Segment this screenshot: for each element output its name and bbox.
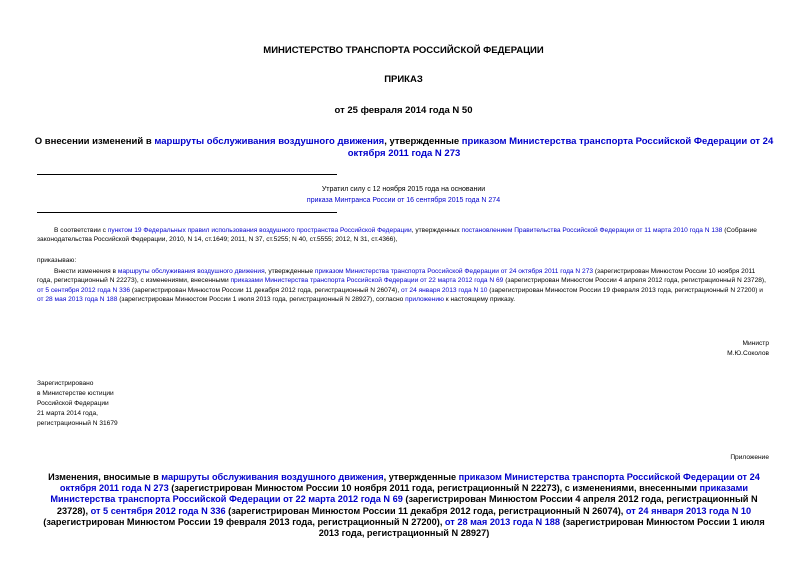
appendix-text-7: (зарегистрирован Минюстом России 1 июля 2013 года, регистрационный N 28927) [318,516,765,539]
appendix-text-4: (зарегистрирован Минюстом России 4 апреля 2012 года, регистрационный N 23728), [56,494,758,516]
appendix-text-3: (зарегистрирован Минюстом России 10 ноября 2011 года, регистрационный N 22273), с изменениями, внесенными [168,483,700,494]
body-link-routes[interactable]: маршруты обслуживания воздушного движения [117,268,265,275]
appendix-text-1: Изменения, вносимые в [48,472,162,482]
title-link-order-273[interactable]: приказом Министерства транспорта Российской Федерации от 24 октября 2011 года N 273 [347,136,774,159]
body-text-8: к настоящему приказу. [443,296,516,304]
appendix-link-order-69[interactable]: приказами Министерства транспорта Российской Федерации от 22 марта 2012 года N 69 [50,483,749,505]
status-note-link[interactable]: приказа Минтранса России от 16 сентября 2015 года N 274 [306,197,501,204]
body-text-3: (зарегистрирован Минюстом России 10 ноября 2011 года, регистрационный N 22273), с изменениями, внесенными [37,268,756,285]
date-number-heading: от 25 февраля 2014 года N 50 [334,105,473,116]
signature-position: Министр [742,340,769,347]
body-text-7: (зарегистрирован Минюстом России 1 июля 2013 года, регистрационный N 28927), согласно [117,296,406,304]
registration-line-4: 21 марта 2014 года, [37,410,98,417]
preamble-link-resolution[interactable]: постановлением Правительства Российской Федерации от 11 марта 2010 года N 138 [461,227,723,234]
appendix-link-order-188[interactable]: от 28 мая 2013 года N 188 [444,516,561,527]
appendix-link-routes[interactable]: маршруты обслуживания воздушного движения [161,472,384,482]
registration-block [37,379,237,429]
divider-bottom [37,212,337,213]
title-text-1: О внесении изменений в [34,136,155,147]
preamble-text-1: В соответствии с [54,227,108,234]
doc-type-heading: ПРИКАЗ [384,74,423,85]
body-link-appendix[interactable]: приложению [405,296,444,304]
title-text-2: , утвержденные [384,136,462,147]
preamble-paragraph [37,226,768,245]
status-note-text: Утратил силу с 12 ноября 2015 года на основании [321,186,486,193]
appendix-link-order-273[interactable]: приказом Министерства транспорта Российской Федерации от 24 октября 2011 года N 273 [59,472,760,494]
appendix-text-5: (зарегистрирован Минюстом России 11 декабря 2012 года, регистрационный N 26074), [225,505,626,516]
status-note [200,184,607,206]
body-text-1: Внести изменения в [54,268,118,275]
title-link-routes[interactable]: маршруты обслуживания воздушного движения [154,136,385,147]
body-link-order-336[interactable]: от 5 сентября 2012 года N 336 [37,286,131,294]
body-text-6: (зарегистрирован Минюстом России 19 февраля 2013 года, регистрационный N 27200) и [487,286,763,294]
registration-line-2: в Министерстве юстиции [37,390,114,397]
registration-line-3: Российской Федерации [37,400,109,407]
preamble-text-2: , утвержденных [411,227,462,234]
body-link-order-69[interactable]: приказами Министерства транспорта Российской Федерации от 22 марта 2012 года N 69 [230,277,504,285]
registration-line-1: Зарегистрировано [37,380,94,387]
body-link-order-188[interactable]: от 28 мая 2013 года N 188 [37,296,118,304]
document-title [34,136,774,160]
registration-line-5: регистрационный N 31679 [37,420,118,427]
order-word: приказываю: [37,257,77,264]
appendix-title [34,472,774,539]
appendix-text-2: , утвержденные [383,472,459,482]
preamble-link-rules[interactable]: пунктом 19 Федеральных правил использования воздушного пространства Российской Федерации [107,227,412,234]
appendix-link-order-336[interactable]: от 5 сентября 2012 года N 336 [90,505,226,516]
signature-name: М.Ю.Соколов [727,350,769,357]
preamble-text-3: (Собрание законодательства Российской Федерации, 2010, N 14, ст.1649; 2011, N 37, ст.5255; N 40, ст.5555; 2012, N 31, ст.4366), [37,227,757,244]
body-paragraph [37,267,768,305]
ministry-heading: МИНИСТЕРСТВО ТРАНСПОРТА РОССИЙСКОЙ ФЕДЕРАЦИИ [263,45,544,56]
divider-top [37,174,337,175]
appendix-link-order-10[interactable]: от 24 января 2013 года N 10 [625,505,752,516]
body-text-4: (зарегистрирован Минюстом России 4 апреля 2012 года, регистрационный N 23728), [503,277,766,285]
body-link-order-10[interactable]: от 24 января 2013 года N 10 [401,286,488,294]
body-text-5: (зарегистрирован Минюстом России 11 декабря 2012 года, регистрационный N 26074), [130,286,402,294]
body-text-2: , утвержденные [264,268,315,275]
appendix-text-6: (зарегистрирован Минюстом России 19 февраля 2013 года, регистрационный N 27200), [43,516,445,527]
appendix-label: Приложение [730,454,769,461]
body-link-order-273[interactable]: приказом Министерства транспорта Российской Федерации от 24 октября 2011 года N 273 [314,268,594,275]
